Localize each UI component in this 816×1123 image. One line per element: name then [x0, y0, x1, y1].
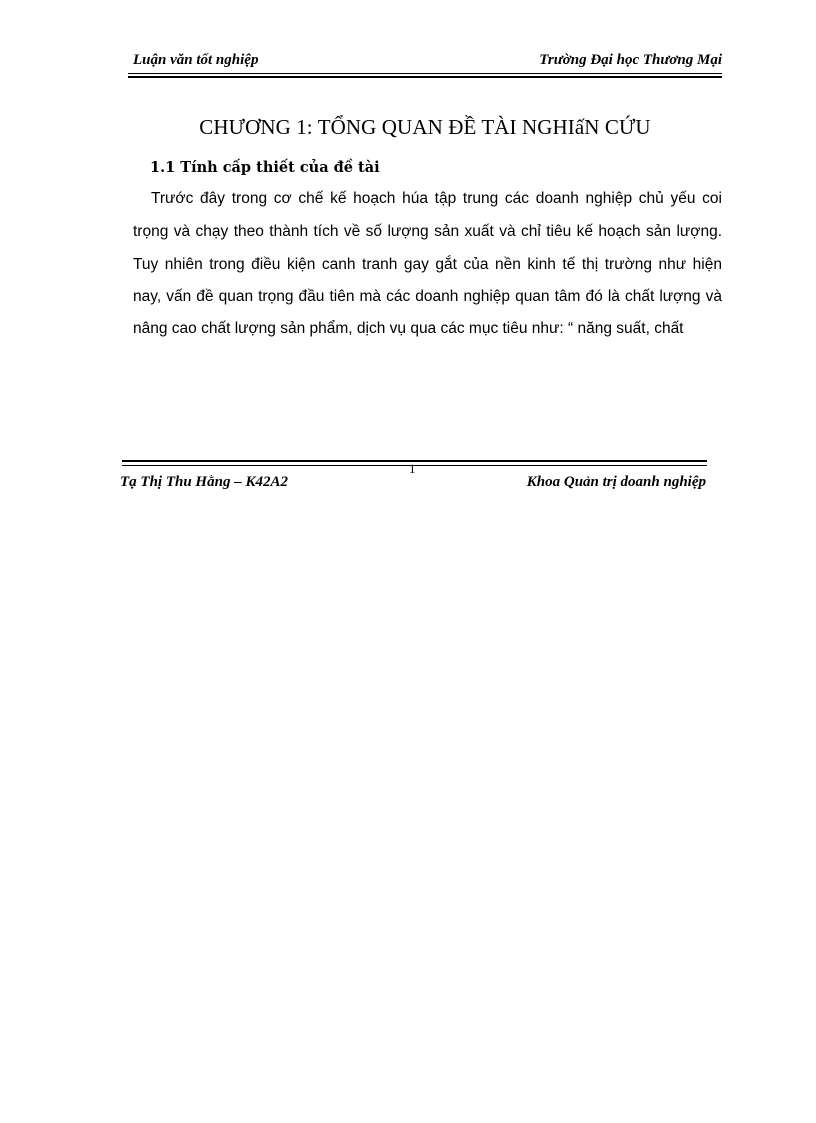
header-rule [128, 73, 722, 74]
paragraph-line: trọng và chạy theo thành tích về số lượng sản xuất và chỉ tiêu kế hoạch sản lượng. [133, 223, 722, 240]
paragraph-line: Trước đây trong cơ chế kế hoạch húa tập trung các doanh nghiệp chủ yếu coi [151, 190, 722, 207]
footer-left-text: Tạ Thị Thu Hằng – K42A2 [120, 474, 288, 490]
header-rule-thick [128, 76, 722, 78]
paragraph-line: Tuy nhiên trong điều kiện canh tranh gay gắt của nền kinh tế thị trường như hiện [133, 256, 722, 273]
paragraph-line: nay, vấn đề quan trọng đầu tiên mà các doanh nghiệp quan tâm đó là chất lượng và [133, 288, 722, 305]
chapter-title: CHƯƠNG 1: TỔNG QUAN ĐỀ TÀI NGHIấN CỨU [199, 115, 651, 140]
header-left-text: Luận văn tốt nghiệp [133, 52, 259, 68]
header-right-text: Trường Đại học Thương Mại [539, 52, 722, 68]
section-heading: 1.1 Tính cấp thiết của đề tài [150, 159, 380, 176]
page-number: 1 [409, 461, 416, 476]
paragraph-line: nâng cao chất lượng sản phẩm, dịch vụ qua các mục tiêu như: “ năng suất, chất [133, 320, 684, 337]
footer-right-text: Khoa Quản trị doanh nghiệp [526, 474, 706, 490]
